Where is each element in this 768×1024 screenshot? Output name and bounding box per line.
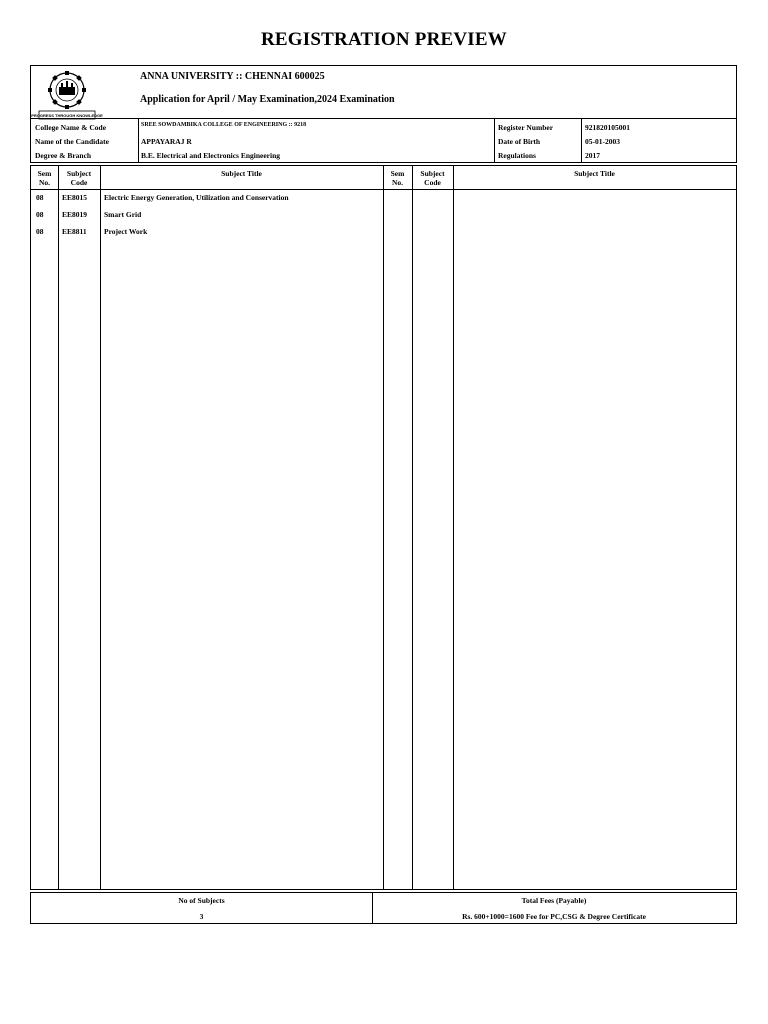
header-subject-code: Subject Code bbox=[66, 169, 92, 187]
row-sem: 08 bbox=[36, 210, 44, 219]
register-value: 921820105001 bbox=[585, 123, 630, 132]
candidate-info bbox=[30, 118, 737, 163]
degree-label: Degree & Branch bbox=[35, 151, 92, 160]
row-title: Project Work bbox=[104, 227, 148, 236]
degree-value: B.E. Electrical and Electronics Engineering bbox=[141, 151, 281, 160]
row-code: EE8019 bbox=[62, 210, 88, 219]
page-title: REGISTRATION PREVIEW bbox=[261, 29, 507, 50]
regulations-label: Regulations bbox=[498, 151, 536, 160]
subjects-count-label: No of Subjects bbox=[178, 896, 225, 905]
college-label: College Name & Code bbox=[35, 123, 107, 132]
dob-label: Date of Birth bbox=[498, 137, 541, 146]
row-title: Smart Grid bbox=[104, 210, 142, 219]
application-title: Application for April / May Examination,2024 Examination bbox=[140, 94, 395, 105]
row-sem: 08 bbox=[36, 227, 44, 236]
row-code: EE8811 bbox=[62, 227, 87, 236]
dob-value: 05-01-2003 bbox=[585, 137, 620, 146]
subject-table bbox=[30, 165, 737, 890]
header-subject-title: Subject Title bbox=[221, 169, 262, 178]
total-fees-value: Rs. 600+1000=1600 Fee for PC,CSG & Degree Certificate bbox=[462, 912, 646, 921]
row-code: EE8015 bbox=[62, 193, 88, 202]
summary-footer bbox=[30, 892, 737, 924]
regulations-value: 2017 bbox=[585, 151, 600, 160]
university-logo bbox=[31, 70, 103, 120]
header-subject-code-2: Subject Code bbox=[420, 169, 445, 187]
subjects-count-value: 3 bbox=[199, 912, 204, 921]
register-label: Register Number bbox=[498, 123, 554, 132]
candidate-value: APPAYARAJ R bbox=[141, 137, 192, 146]
university-name: ANNA UNIVERSITY :: CHENNAI 600025 bbox=[140, 71, 325, 82]
header-sem-no: Sem No. bbox=[37, 169, 52, 187]
row-sem: 08 bbox=[36, 193, 44, 202]
total-fees-label: Total Fees (Payable) bbox=[521, 896, 587, 905]
college-value: SREE SOWDAMBIKA COLLEGE OF ENGINEERING :: 9218 bbox=[141, 122, 307, 128]
header-subject-title-2: Subject Title bbox=[574, 169, 615, 178]
university-header bbox=[30, 65, 737, 119]
candidate-label: Name of the Candidate bbox=[35, 137, 109, 146]
header-sem-no-2: Sem No. bbox=[390, 169, 405, 187]
svg-text:PROGRESS THROUGH KNOWLEDGE: PROGRESS THROUGH KNOWLEDGE bbox=[31, 113, 103, 118]
row-title: Electric Energy Generation, Utilization and Conservation bbox=[104, 193, 289, 202]
